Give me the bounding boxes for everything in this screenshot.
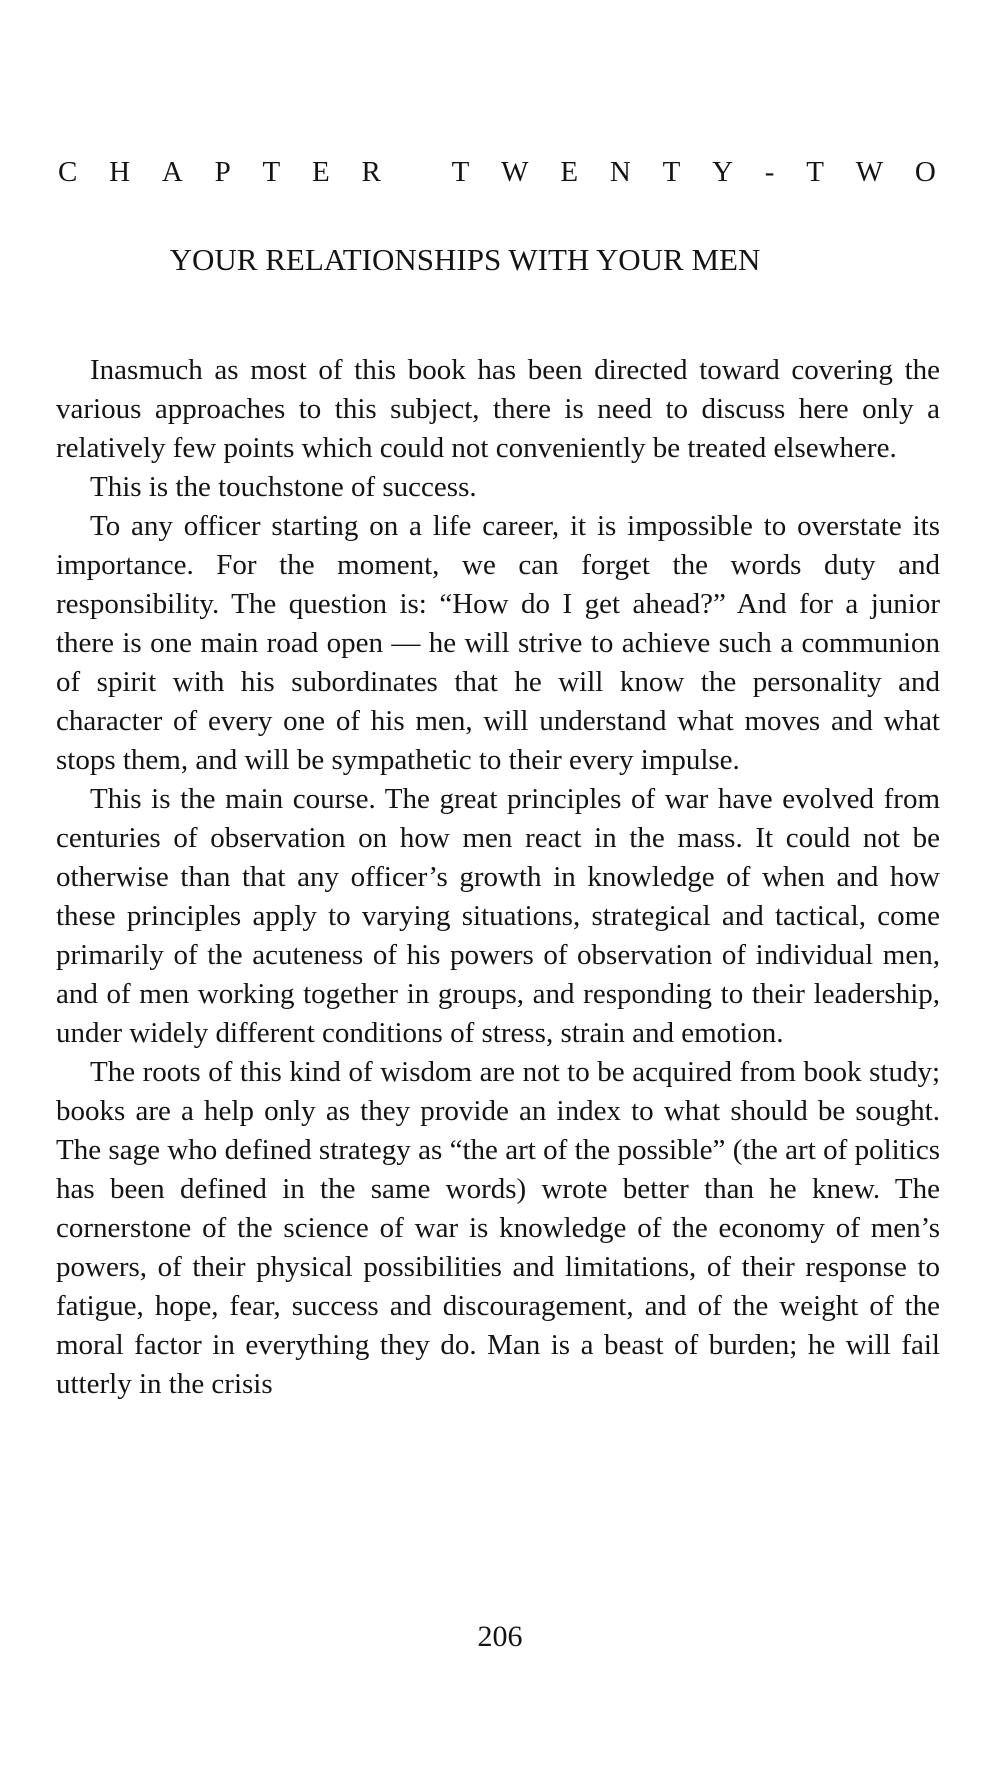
chapter-label-letter: H: [109, 156, 131, 188]
chapter-label-letter: E: [312, 156, 330, 188]
chapter-label-letter: E: [560, 156, 579, 188]
chapter-label-letter: W: [855, 156, 884, 188]
chapter-label-letter: W: [501, 156, 529, 188]
chapter-label: [58, 158, 936, 187]
chapter-label-gap: [413, 158, 420, 187]
chapter-label-letter: A: [161, 156, 183, 188]
chapter-label-letter: T: [451, 156, 470, 188]
paragraph: This is the touchstone of success.: [90, 471, 477, 503]
chapter-label-letter: T: [262, 156, 281, 188]
chapter-label-letter: Y: [712, 156, 734, 188]
page-number: 206: [477, 1620, 523, 1653]
chapter-label-letter: C: [58, 156, 78, 188]
paragraph: To any officer starting on a life career, it is impossible to overstate its importance. For the moment, we can forget the words duty and responsibility. The question is: “How do I get ahead?” And for a junior there is one main road open — he will strive to achieve such a communion of spirit with his subordinates that he will know the personality and character of every one of his men, will understand what moves and what stops them, and will be sympathetic to their every impulse.: [56, 510, 940, 776]
chapter-label-letter: N: [609, 156, 631, 188]
chapter-label-letter: P: [214, 156, 231, 188]
paragraph: This is the main course. The great principles of war have evolved from centuries of observation on how men react in the mass. It could not be otherwise than that any officer’s growth in knowledge of when and how these principles apply to varying situations, strategical and tactical, come primarily of the acuteness of his powers of observation of individual men, and of men working together in groups, and responding to their leadership, under widely different conditions of stress, strain and emotion.: [56, 783, 940, 1049]
paragraph: Inasmuch as most of this book has been directed toward covering the various approaches to this subject, there is need to discuss here only a relatively few points which could not conveniently be treated elsewhere.: [56, 354, 940, 464]
chapter-label-letter: T: [662, 156, 681, 188]
paragraph: The roots of this kind of wisdom are not to be acquired from book study; books are a help only as they provide an index to what should be sought. The sage who defined strategy as “the art of the possible” (the art of politics has been defined in the same words) wrote better than he knew. The cornerstone of the science of war is knowledge of the economy of men’s powers, of their physical possibilities and limitations, of their response to fatigue, hope, fear, success and discouragement, and of the weight of the moral factor in everything they do. Man is a beast of burden; he will fail utterly in the crisis: [56, 1056, 940, 1400]
chapter-title: YOUR RELATIONSHIPS WITH YOUR MEN: [169, 242, 761, 277]
chapter-label-letter: -: [764, 156, 775, 188]
chapter-label-letter: R: [361, 156, 381, 188]
chapter-label-letter: O: [914, 156, 936, 188]
chapter-label-letter: T: [806, 156, 824, 188]
body-text: [56, 351, 940, 1404]
